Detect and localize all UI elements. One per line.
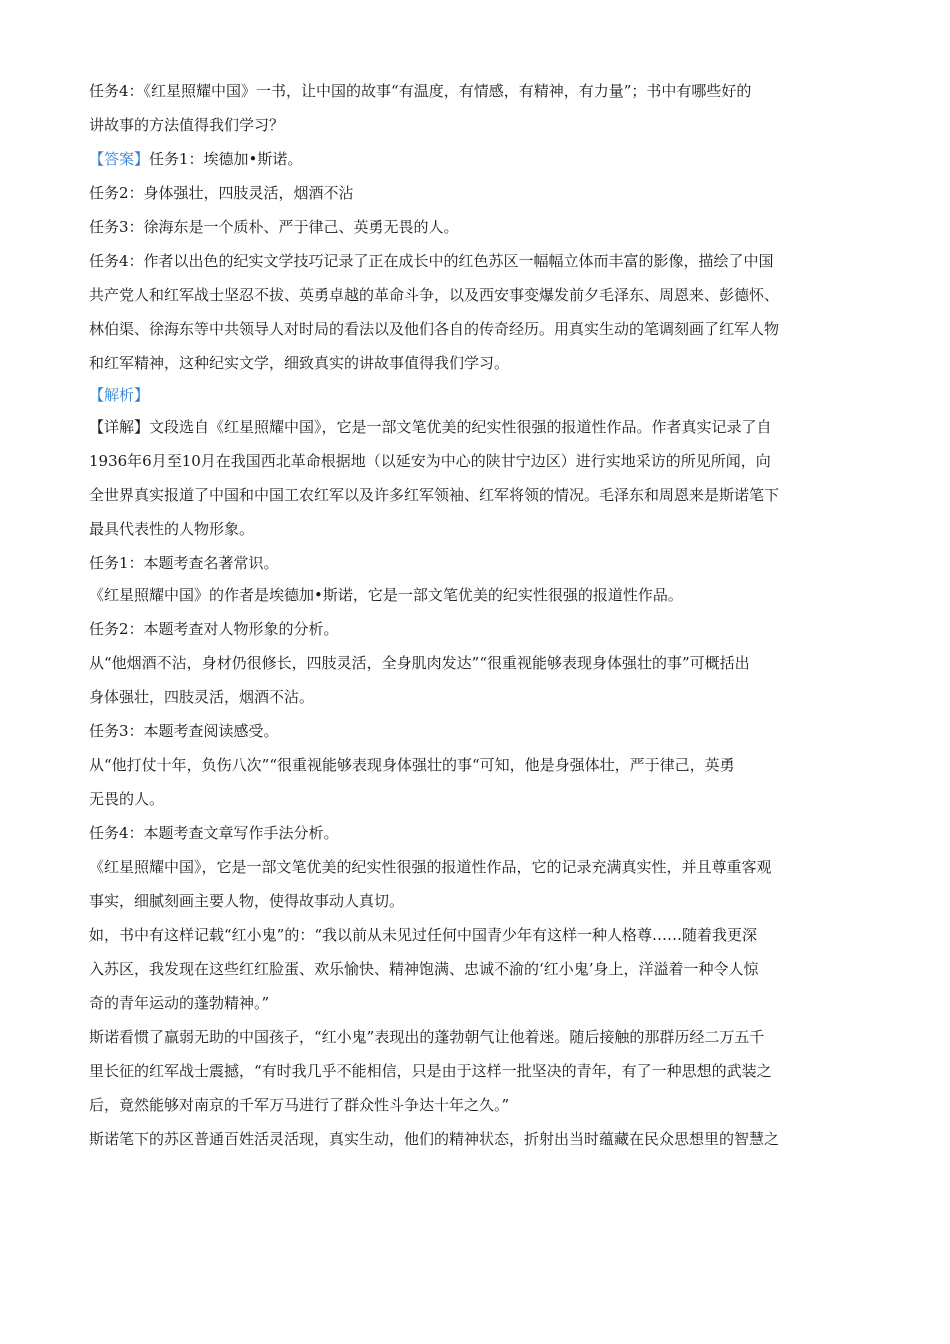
text-line: 任务4：本题考查文章写作手法分析。 <box>89 824 339 842</box>
text-line: 入苏区，我发现在这些红红脸蛋、欢乐愉快、精神饱满、忠诚不渝的‘红小鬼’身上，洋溢着一种令人惊 <box>89 960 759 978</box>
text-line: 全世界真实报道了中国和中国工农红军以及许多红军领袖、红军将领的情况。毛泽东和周恩来是斯诺笔下 <box>89 486 780 504</box>
text-line: 任务4：《红星照耀中国》一书，让中国的故事“有温度，有情感，有精神，有力量”；书中有哪些好的 <box>89 82 752 100</box>
text-line: 从“他烟酒不沾，身材仍很修长，四肢灵活，全身肌肉发达”“很重视能够表现身体强壮的事”可概括出 <box>89 654 750 672</box>
text-line: 身体强壮，四肢灵活，烟酒不沾。 <box>89 688 315 706</box>
text-line: 1936年6月至10月在我国西北革命根据地（以延安为中心的陕甘宁边区）进行实地采访的所见所闻，向 <box>89 452 771 470</box>
analysis-tag: 【解析】 <box>89 386 150 404</box>
text-line: 从“他打仗十年，负伤八次”“很重视能够表现身体强壮的事“可知，他是身强体壮，严于律己，英勇 <box>89 756 735 774</box>
text-line: 共产党人和红军战士坚忍不拔、英勇卓越的革命斗争，以及西安事变爆发前夕毛泽东、周恩来、彭德怀、 <box>89 286 780 304</box>
text-line: 斯诺看惯了羸弱无助的中国孩子，“红小鬼”表现出的蓬勃朝气让他着迷。随后接触的那群历经二万五千 <box>89 1028 765 1046</box>
text-line: 无畏的人。 <box>89 790 165 808</box>
text-line: 最具代表性的人物形象。 <box>89 520 255 538</box>
text-line: 《红星照耀中国》的作者是埃德加•斯诺，它是一部文笔优美的纪实性很强的报道性作品。 <box>89 586 683 604</box>
text-line: 任务4：作者以出色的纪实文学技巧记录了正在成长中的红色苏区一幅幅立体而丰富的影像，描绘了中国 <box>89 252 774 270</box>
text-line: 如，书中有这样记载“红小鬼”的：“我以前从未见过任何中国青少年有这样一种人格尊……随着我更深 <box>89 926 758 944</box>
text-line: 任务3：本题考查阅读感受。 <box>89 722 279 740</box>
text-line: 事实，细腻刻画主要人物，使得故事动人真切。 <box>89 892 405 910</box>
answer-text: 任务1：埃德加•斯诺。 <box>149 150 303 168</box>
text-line: 奇的青年运动的蓬勃精神。” <box>89 994 270 1012</box>
text-line: 后，竟然能够对南京的千军万马进行了群众性斗争达十年之久。” <box>89 1096 510 1114</box>
text-line: 讲故事的方法值得我们学习？ <box>89 116 285 134</box>
text-line: 斯诺笔下的苏区普通百姓活灵活现，真实生动，他们的精神状态，折射出当时蕴藏在民众思想里的智慧之 <box>89 1130 780 1148</box>
text-line: 任务3：徐海东是一个质朴、严于律己、英勇无畏的人。 <box>89 218 459 236</box>
text-line: 任务2：身体强壮，四肢灵活，烟酒不沾 <box>89 184 354 202</box>
text-line: 任务2：本题考查对人物形象的分析。 <box>89 620 339 638</box>
text-line: 【详解】文段选自《红星照耀中国》，它是一部文笔优美的纪实性很强的报道性作品。作者真实记录了自 <box>89 418 772 436</box>
text-line: 林伯渠、徐海东等中共领导人对时局的看法以及他们各自的传奇经历。用真实生动的笔调刻画了红军人物 <box>89 320 780 338</box>
answer-line <box>89 148 302 170</box>
text-line: 里长征的红军战士震撼，“有时我几乎不能相信，只是由于这样一批坚决的青年，有了一种思想的武装之 <box>89 1062 772 1080</box>
analysis-line <box>89 384 149 406</box>
answer-tag: 【答案】 <box>89 150 150 168</box>
text-line: 任务1：本题考查名著常识。 <box>89 554 279 572</box>
text-line: 《红星照耀中国》，它是一部文笔优美的纪实性很强的报道性作品，它的记录充满真实性，并且尊重客观 <box>89 858 772 876</box>
text-line: 和红军精神，这种纪实文学，细致真实的讲故事值得我们学习。 <box>89 354 510 372</box>
